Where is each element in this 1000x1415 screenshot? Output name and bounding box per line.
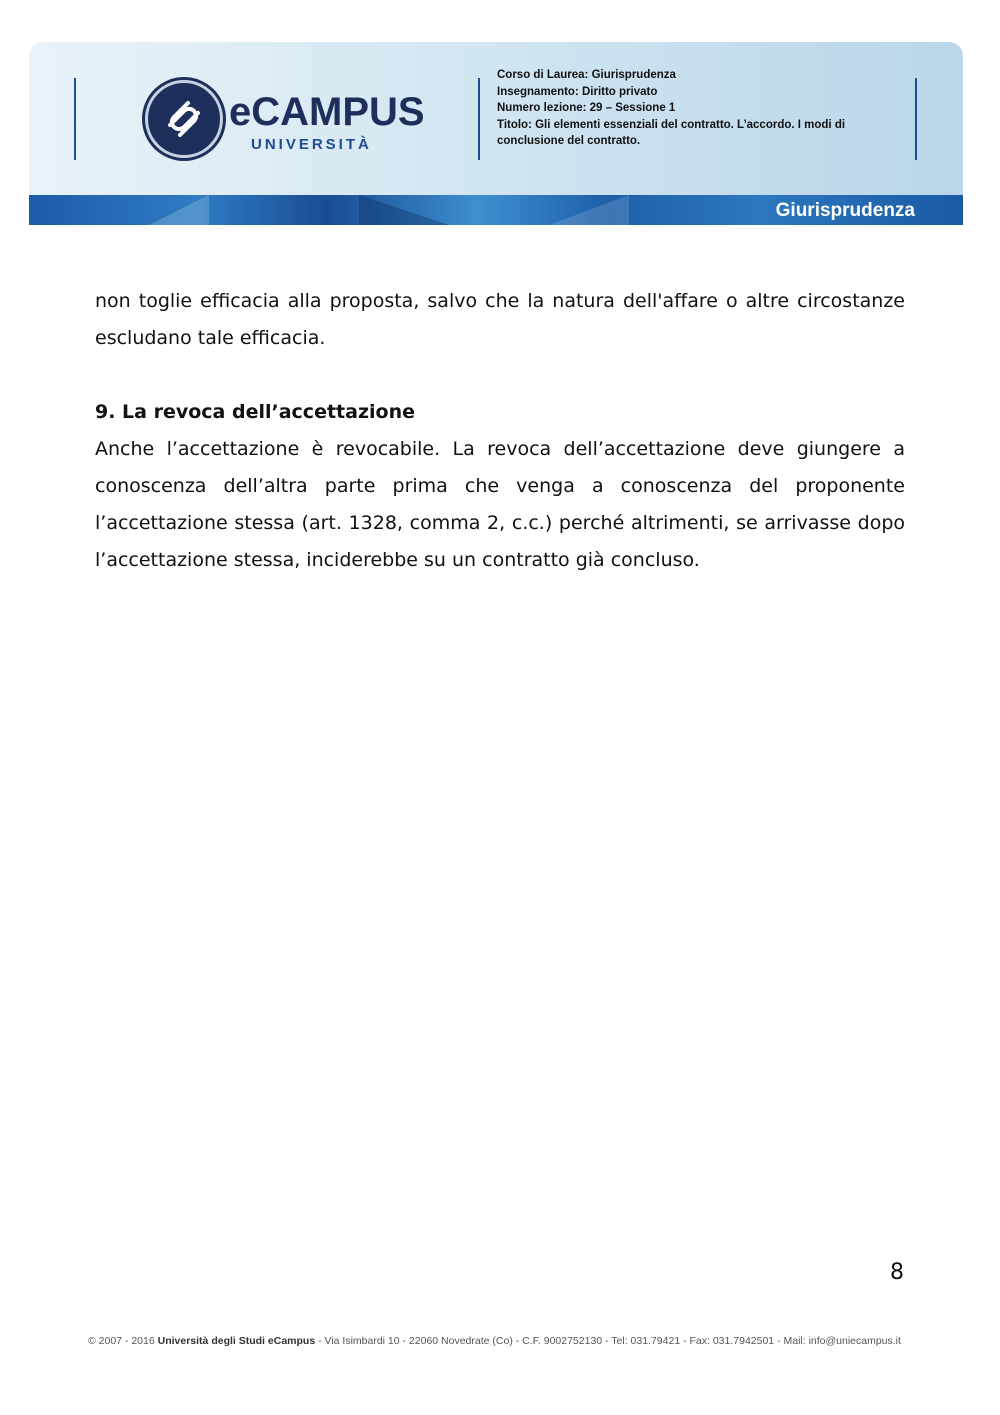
footer-university: Università degli Studi eCampus <box>157 1335 316 1347</box>
section-heading: 9. La revoca dell’accettazione <box>95 401 415 423</box>
header-divider-right <box>915 78 917 160</box>
title-line: Titolo: Gli elementi essenziali del contratto. L’accordo. I modi di conclusione del contratto. <box>497 118 846 147</box>
ecampus-emblem-icon <box>145 80 223 158</box>
course-line: Corso di Laurea: Giurisprudenza <box>497 69 676 81</box>
paragraph: Anche l’accettazione è revocabile. La revoca dell’accettazione deve giungere a conoscenza dell’altra parte prima che venga a conoscenza del proponente l’accettazione stessa (art. 1328, comma 2, c.c.) perché altrimenti, se arrivasse dopo l’accettazione stessa, inciderebbe su un contratto già concluso. <box>95 438 905 571</box>
page-header <box>29 42 963 225</box>
document-body <box>95 283 905 579</box>
page-number: 8 <box>890 1260 904 1285</box>
teaching-line: Insegnamento: Diritto privato <box>497 85 658 98</box>
footer-contacts: - Via Isimbardi 10 - 22060 Novedrate (Co) - C.F. 9002752130 - Tel: 031.79421 - Fax: 031.7942501 - Mail: info@uniecampus.it <box>315 1335 901 1347</box>
band-decoration <box>149 195 209 225</box>
lesson-line: Numero lezione: 29 – Sessione 1 <box>497 102 676 114</box>
course-info <box>497 67 907 150</box>
logo-wordmark: eCAMPUS <box>229 90 425 134</box>
paragraph: non toglie efficacia alla proposta, salvo che la natura dell'affare o altre circostanze escludano tale efficacia. <box>95 290 905 349</box>
logo-subtitle: UNIVERSITÀ <box>251 136 372 153</box>
header-band <box>29 195 963 225</box>
footer-copyright: © 2007 - 2016 <box>88 1335 158 1347</box>
page-footer <box>88 1335 918 1347</box>
band-decoration <box>359 195 449 225</box>
band-decoration <box>549 195 629 225</box>
header-divider-middle <box>478 78 480 160</box>
header-divider-left <box>74 78 76 160</box>
faculty-label: Giurisprudenza <box>775 200 915 221</box>
